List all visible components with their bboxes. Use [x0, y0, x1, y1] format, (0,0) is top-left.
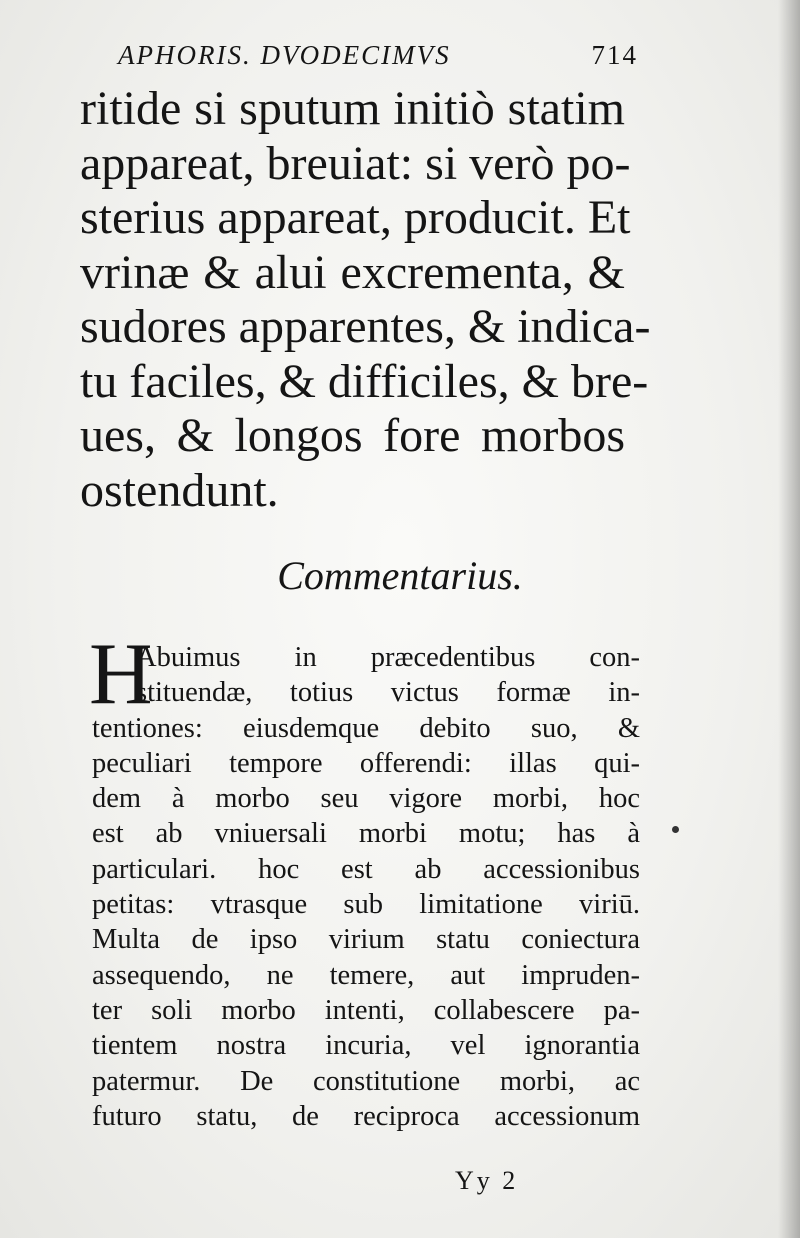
commentary-line: patermur. De constitutione morbi, ac	[92, 1065, 640, 1097]
aphorism-line: sudores apparentes, & indica-	[80, 300, 651, 353]
running-head	[118, 40, 638, 71]
commentary-line: assequendo, ne temere, aut impruden-	[92, 959, 640, 991]
aphorism-line: ues, & longos fore morbos	[80, 409, 625, 462]
commentary-line: tientem nostra incuria, vel ignorantia	[92, 1030, 640, 1062]
commentary-line: ter soli morbo intenti, collabescere pa-	[92, 994, 640, 1026]
aphorism-line: tu faciles, & difficiles, & bre-	[80, 354, 649, 408]
commentary-heading: Commentarius.	[277, 553, 523, 598]
page-number: 714	[591, 40, 638, 70]
commentary-line: futuro statu, de reciproca accessionum	[92, 1100, 640, 1132]
commentary-line: dem à morbo seu vigore morbi, hoc	[92, 783, 640, 815]
aphorism-text	[80, 82, 651, 518]
commentary-line: petitas: vtrasque sub limitatione viriū.	[92, 889, 640, 921]
aphorism-line: appareat, breuiat: si verò po-	[80, 136, 631, 190]
aphorism-line: ostendunt.	[80, 463, 279, 517]
running-head-title: APHORIS. DVODECIMVS	[118, 40, 451, 70]
commentary-line: peculiari tempore offerendi: illas qui-	[92, 747, 640, 779]
commentary-line: Abuimus in præcedentibus con-	[136, 642, 640, 673]
commentary-line: tentiones: eiusdemque debito suo, &	[92, 712, 640, 744]
commentary-line: est ab vniuersali morbi motu; has à	[92, 818, 640, 850]
aphorism-line: vrinæ & alui excrementa, &	[80, 245, 625, 299]
aphorism-line: sterius appareat, producit. Et	[80, 191, 631, 244]
signature-mark: Yy 2	[455, 1166, 519, 1195]
commentary-line: particulari. hoc est ab accessionibus	[92, 853, 640, 885]
drop-cap: H	[89, 626, 153, 723]
commentary-line: stituendæ, totius victus formæ in-	[136, 677, 640, 709]
commentary-line: Multa de ipso virium statu coniectura	[92, 924, 640, 956]
ink-speck	[672, 826, 679, 833]
aphorism-line: ritide si sputum initiò statim	[80, 82, 625, 135]
page-edge-shadow	[778, 0, 800, 1238]
commentary-text	[89, 626, 640, 1134]
